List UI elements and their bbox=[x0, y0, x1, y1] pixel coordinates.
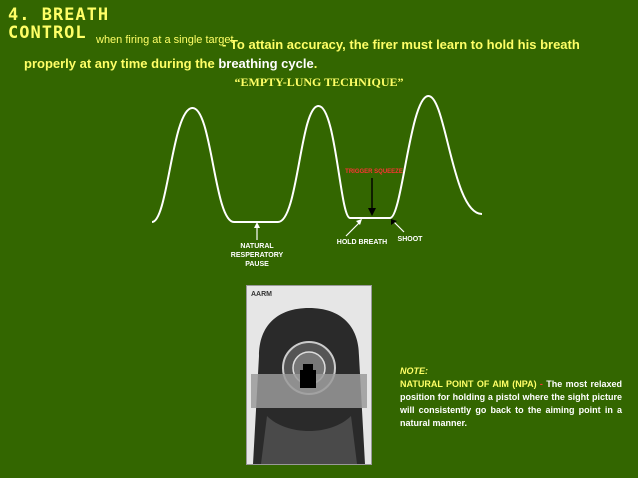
shoot-label: SHOOT bbox=[397, 236, 423, 243]
slide-heading: 4. BREATH CONTROL bbox=[8, 5, 110, 43]
shoot-arrow bbox=[394, 222, 404, 232]
npa-term: NATURAL POINT OF AIM (NPA) bbox=[400, 379, 537, 389]
hold-breath-arrow bbox=[346, 222, 360, 236]
natural-pause-label: NATURAL RESPERATORY PAUSE bbox=[230, 243, 284, 268]
target-illustration bbox=[247, 286, 371, 464]
npa-definition: The most relaxed position for holding a pistol where the sight picture will consistently go back to the aiming point in a natural manner. bbox=[400, 379, 622, 428]
trigger-squeeze-label: TRIGGER SQUEEZE bbox=[345, 169, 403, 175]
main-text-post: . bbox=[313, 56, 318, 71]
technique-title: “EMPTY-LUNG TECHNIQUE” bbox=[234, 75, 404, 89]
target-photo bbox=[246, 285, 372, 465]
note-dash: - bbox=[536, 379, 547, 389]
main-text-line1: - To attain accuracy, the firer must learn to hold his breath bbox=[222, 37, 580, 52]
main-text-pre: properly at any time during the bbox=[24, 56, 219, 71]
breathing-cycle-text: breathing cycle bbox=[218, 56, 314, 71]
hold-breath-label: HOLD BREATH bbox=[336, 239, 388, 246]
note-title: NOTE: bbox=[400, 366, 428, 376]
target-label: AARM bbox=[251, 291, 272, 298]
hold-breath-arrowhead bbox=[356, 219, 362, 225]
note-block bbox=[400, 365, 622, 430]
lead-text: when firing at a single target bbox=[96, 34, 234, 46]
breathing-waveform bbox=[152, 96, 482, 222]
trigger-arrowhead bbox=[368, 208, 376, 216]
